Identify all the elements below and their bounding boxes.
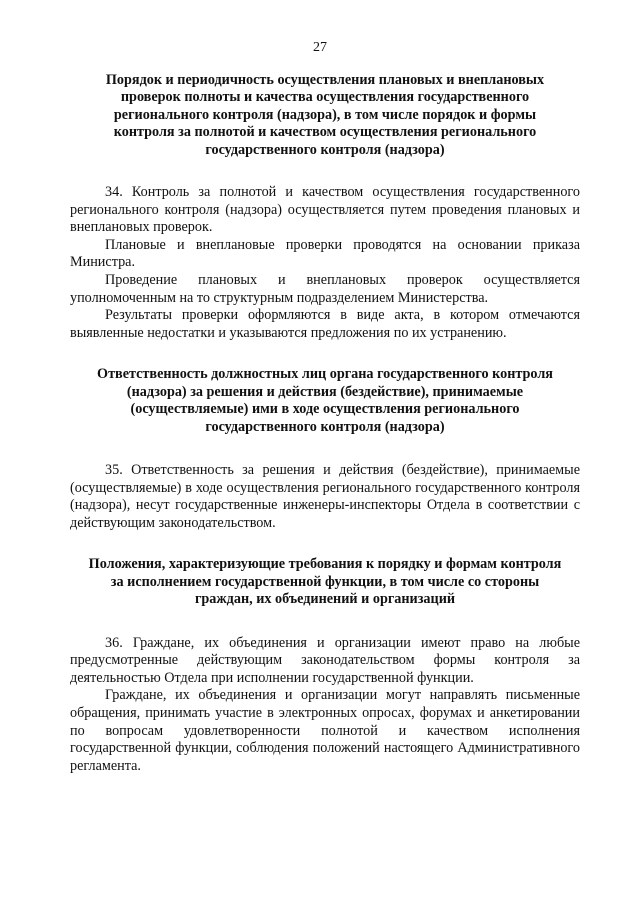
heading-line: государственного контроля (надзора) xyxy=(205,418,445,435)
paragraph-36: 36. Граждане, их объединения и организации имеют право на любые предусмотренные действующим законодательством формы контроля за деятельностью Отдела при исполнении государственной функции. xyxy=(70,634,580,686)
heading-line: (надзора) за решения и действия (бездействие), принимаемые xyxy=(126,383,524,400)
heading-line: контроля за полнотой и качеством осуществления регионального xyxy=(113,124,537,141)
heading-line: Положения, характеризующие требования к порядку и формам контроля xyxy=(88,556,562,573)
paragraph: Проведение плановых и внеплановых проверок осуществляется уполномоченным на то структурным подразделением Министерства. xyxy=(70,272,580,306)
paragraph: Плановые и внеплановые проверки проводятся на основании приказа Министра. xyxy=(70,236,580,271)
page-number: 27 xyxy=(313,40,327,55)
document-body xyxy=(70,72,580,775)
heading-line: регионального контроля (надзора), в том числе порядок и формы xyxy=(113,106,537,123)
paragraph-34: 34. Контроль за полнотой и качеством осуществления государственного регионального контроля (надзора) осуществляется путем проведения плановых и внеплановых проверок. xyxy=(70,184,580,236)
heading-line: граждан, их объединений и организаций xyxy=(194,591,456,608)
heading-line: государственного контроля (надзора) xyxy=(205,141,445,158)
heading-line: Порядок и периодичность осуществления плановых и внеплановых xyxy=(105,72,545,88)
paragraph-35: 35. Ответственность за решения и действия (бездействие), принимаемые (осуществляемые) в ходе осуществления регионального государственного контроля (надзора), несут государственные инженеры-инспекторы Отдела в соответствии с действующим законодательством. xyxy=(70,462,580,531)
section-body-inspections xyxy=(70,184,580,342)
heading-line: Ответственность должностных лиц органа государственного контроля xyxy=(97,366,553,383)
paragraph: Результаты проверки оформляются в виде акта, в котором отмечаются выявленные недостатки и указываются предложения по их устранению. xyxy=(70,307,580,341)
section-heading-control-requirements xyxy=(70,556,580,608)
section-heading-responsibility xyxy=(70,366,580,436)
section-body-control-requirements xyxy=(70,635,580,776)
heading-line: проверок полноты и качества осуществления государственного xyxy=(120,89,530,106)
section-body-responsibility xyxy=(70,462,580,532)
heading-line: (осуществляемые) ими в ходе осуществления регионального xyxy=(130,401,520,418)
paragraph: Граждане, их объединения и организации могут направлять письменные обращения, принимать участие в электронных опросах, форумах и анкетировании по вопросам удовлетворенности полнотой и качеством исполнения государственной функции, соблюдения положений настоящего Административного регламента. xyxy=(70,687,580,774)
heading-line: за исполнением государственной функции, в том числе со стороны xyxy=(110,573,540,590)
section-heading-inspections xyxy=(70,72,580,159)
